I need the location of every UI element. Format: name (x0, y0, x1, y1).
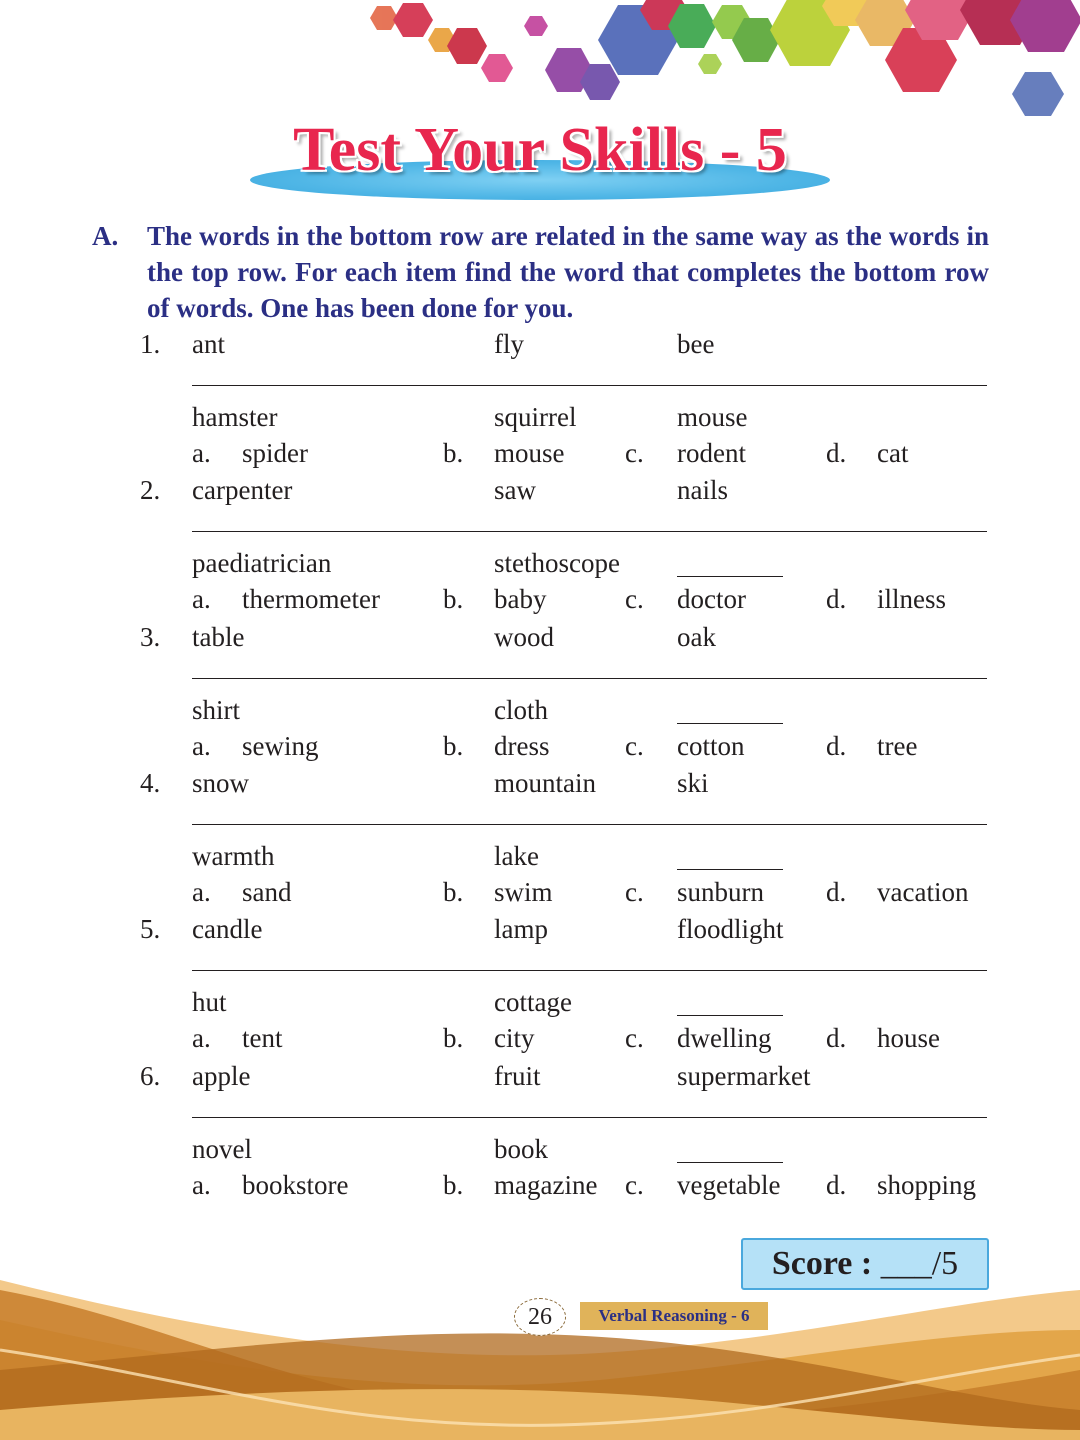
option-text: vegetable (677, 1169, 781, 1200)
top-word: ski (677, 767, 709, 798)
bottom-word: cottage (494, 987, 572, 1018)
top-word: fly (494, 329, 524, 359)
blank-line (677, 869, 783, 870)
option-text: sunburn (677, 876, 764, 907)
option-text: tent (242, 1023, 283, 1054)
option-text: baby (494, 584, 547, 615)
option-text: magazine (494, 1169, 598, 1200)
book-title-tag: Verbal Reasoning - 6 (580, 1302, 768, 1330)
option-letter: a. (192, 438, 211, 468)
bottom-word: novel (192, 1133, 252, 1164)
option-text: illness (877, 584, 947, 615)
answer-line (192, 1117, 987, 1118)
instruction-text: The words in the bottom row are related in the same way as the words in the top row. For each item find the word that completes the bottom row of words. One has been done for you. (147, 221, 989, 323)
question-item (0, 328, 1080, 474)
top-word: supermarket (677, 1060, 811, 1091)
option-text: cotton (677, 730, 745, 761)
score-label: Score : (771, 1245, 873, 1282)
score-blank: ___ (880, 1245, 932, 1282)
option-text: spider (242, 438, 308, 468)
top-word: mountain (494, 767, 596, 798)
option-letter: c. (625, 438, 644, 468)
top-word: floodlight (677, 914, 784, 945)
option-letter: c. (625, 876, 644, 907)
option-letter: b. (443, 1023, 464, 1054)
option-text: house (877, 1023, 940, 1054)
top-word: bee (677, 329, 715, 359)
option-letter: c. (625, 584, 644, 615)
option-letter: b. (443, 876, 464, 907)
answer-line (192, 970, 987, 971)
option-letter: d. (826, 438, 847, 468)
answer-line (192, 678, 987, 679)
top-word: snow (192, 767, 250, 798)
question-number: 2. (140, 475, 161, 506)
option-letter: a. (192, 876, 211, 907)
option-text: sewing (242, 730, 319, 761)
top-word: nails (677, 475, 728, 506)
page-title: Test Your Skills - 5 (293, 116, 787, 184)
option-letter: b. (443, 730, 464, 761)
bottom-word: warmth (192, 840, 275, 871)
option-letter: b. (443, 584, 464, 615)
answer-line (192, 531, 987, 532)
bottom-word: shirt (192, 694, 241, 725)
bottom-word: book (494, 1133, 548, 1164)
option-text: dwelling (677, 1023, 772, 1054)
option-text: bookstore (242, 1169, 349, 1200)
bottom-word: cloth (494, 694, 548, 725)
score-total: /5 (931, 1245, 959, 1282)
question-item (0, 767, 1080, 913)
top-word: oak (677, 621, 716, 652)
bottom-word: stethoscope (494, 548, 620, 579)
option-text: dress (494, 730, 550, 761)
question-number: 4. (140, 767, 161, 798)
page-number: 26 (514, 1298, 566, 1336)
option-text: thermometer (242, 584, 380, 615)
option-letter: c. (625, 1169, 644, 1200)
option-text: tree (877, 730, 918, 761)
question-item (0, 474, 1080, 620)
question-item (0, 621, 1080, 767)
option-text: swim (494, 876, 553, 907)
bottom-word: hamster (192, 402, 278, 432)
top-word: lamp (494, 914, 548, 945)
title-banner (250, 110, 830, 200)
answer-line (192, 824, 987, 825)
instruction-label: A. (92, 221, 119, 251)
top-word: ant (192, 329, 225, 359)
bottom-word: squirrel (494, 402, 577, 432)
top-word: wood (494, 621, 554, 652)
top-word: carpenter (192, 475, 293, 506)
option-text: mouse (494, 438, 565, 468)
option-letter: d. (826, 1023, 847, 1054)
option-letter: d. (826, 1169, 847, 1200)
question-number: 5. (140, 914, 161, 945)
option-text: rodent (677, 438, 746, 468)
question-item (0, 1060, 1080, 1206)
wave-decoration (0, 1260, 1080, 1440)
option-letter: a. (192, 1169, 211, 1200)
option-letter: a. (192, 1023, 211, 1054)
option-text: sand (242, 876, 292, 907)
answer-line (192, 385, 987, 386)
blank-line (677, 723, 783, 724)
question-number: 1. (140, 329, 161, 359)
option-text: city (494, 1023, 535, 1054)
option-letter: d. (826, 584, 847, 615)
top-word: candle (192, 914, 263, 945)
option-letter: d. (826, 730, 847, 761)
blank-line (677, 576, 783, 577)
top-word: table (192, 621, 245, 652)
option-letter: c. (625, 1023, 644, 1054)
option-letter: c. (625, 730, 644, 761)
question-number: 6. (140, 1060, 161, 1091)
top-word: apple (192, 1060, 251, 1091)
option-letter: a. (192, 584, 211, 615)
bottom-word: lake (494, 840, 539, 871)
question-number: 3. (140, 621, 161, 652)
option-letter: b. (443, 438, 464, 468)
top-word: saw (494, 475, 536, 506)
option-text: cat (877, 438, 909, 468)
bottom-word: paediatrician (192, 548, 332, 579)
question-item (0, 913, 1080, 1059)
option-letter: d. (826, 876, 847, 907)
option-letter: a. (192, 730, 211, 761)
blank-line (677, 1162, 783, 1163)
option-text: vacation (877, 876, 969, 907)
option-text: doctor (677, 584, 746, 615)
top-word: fruit (494, 1060, 541, 1091)
bottom-word: hut (192, 987, 227, 1018)
blank-line (677, 1015, 783, 1016)
option-letter: b. (443, 1169, 464, 1200)
bottom-word: mouse (677, 402, 748, 432)
option-text: shopping (877, 1169, 977, 1200)
